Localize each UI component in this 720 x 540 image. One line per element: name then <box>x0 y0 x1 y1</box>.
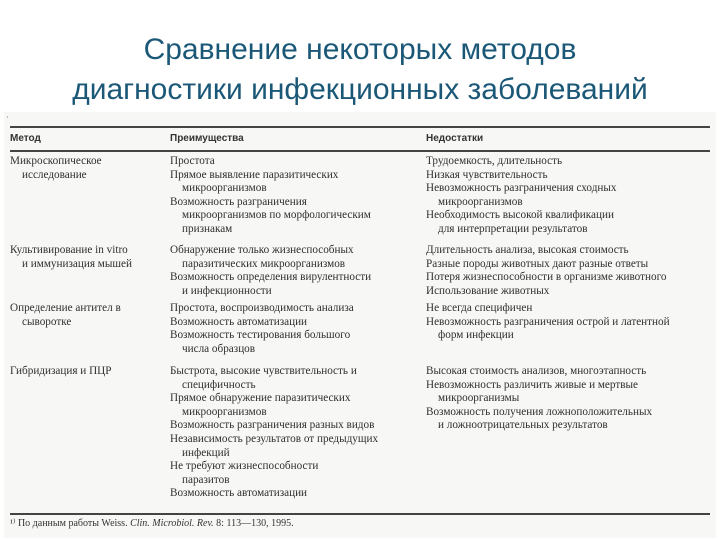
scanned-table-image: · Метод Преимущества Недостатки Микроскопическое исследование Простота Прямое выявление паразитических микроорганизмов Возможность разграничения микроорганизмов по морфологическим признакам Трудоемкость, длительность Низкая чувствительность Невозможность разграничения сходных микроорганизмов Необходимость высокой квалификации для интерпретации результатов Культивирование in vitro и иммунизация мышей Обнаружение только жизнеспособных паразитических микроорганизмов Возможность определения вирулентности и инфекционности Длительность анализа, высокая стоимость Разные породы животных дают разные ответы Потеря жизнеспособности в организме животного Использование животных Определение антител в сыворотке Простота, воспроизводимость анализа Возможность автоматизации Возможность тестирования большого числа образцов Не всегда специфичен Невозможность разграничения острой и латентной форм инфекции Гибридизация и ПЦР Быстрота, высокие чувствительность и специфичность Прямое обнаружение паразитических микроорганизмов Возможность разграничения разных видов Независимость результатов от предыдущих инфекций Не требуют жизнеспособности паразитов Возможность автоматизации Высокая стоимость анализов, многоэтапность Невозможность различить живые и мертвые микроорганизмы Возможность получения ложноположительных и ложноотрицательных результатов ¹⁾ По данным работы Weiss. Clin. Microbiol. Rev. 8: 113—130, 1995. <box>4 112 716 538</box>
table-cell-line: Культивирование in vitro <box>10 244 128 256</box>
table-cell-line: Возможность разграничения разных видов <box>170 419 375 432</box>
table-footnote <box>10 518 294 529</box>
table-cell-line: паразитических микроорганизмов <box>182 257 346 270</box>
table-bottom-rule <box>10 513 710 515</box>
table-cell-line: Низкая чувствительность <box>426 168 548 181</box>
table-cell-line: Возможность получения ложноположительных <box>426 405 653 418</box>
disadvantages-cell <box>426 302 670 343</box>
table-cell-line: Гибридизация и ПЦР <box>10 365 112 377</box>
table-cell-line: Невозможность разграничения сходных <box>426 182 617 195</box>
table-cell-line: Прямое обнаружение паразитических <box>170 392 351 405</box>
table-cell-line: Микроскопическое <box>10 155 102 167</box>
disadvantages-cell <box>426 365 652 433</box>
table-cell-line: паразитов <box>182 473 230 486</box>
slide-title <box>0 30 720 110</box>
table-cell-line: Трудоемкость, длительность <box>426 155 563 167</box>
table-cell-line: микроорганизмы <box>438 392 520 405</box>
table-cell-line: числа образцов <box>182 342 256 355</box>
method-cell <box>10 244 132 271</box>
table-cell-line: Обнаружение только жизнеспособных <box>170 244 354 256</box>
table-cell-line: Потеря жизнеспособности в организме животного <box>426 271 667 284</box>
table-cell-line: Невозможность различить живые и мертвые <box>426 378 638 391</box>
table-cell-line: Возможность определения вирулентности <box>170 271 372 284</box>
table-cell-line: признакам <box>182 222 233 235</box>
table-cell-line: Независимость результатов от предыдущих <box>170 432 379 445</box>
header-advantages: Преимущества <box>170 133 244 144</box>
table-cell-line: для интерпретации результатов <box>438 222 588 235</box>
header-method: Метод <box>10 133 41 144</box>
table-cell-line: Простота, воспроизводимость анализа <box>170 302 354 314</box>
table-cell-line: Возможность разграничения <box>170 195 307 208</box>
table-cell-line: специфичность <box>182 378 256 391</box>
table-cell-line: и инфекционности <box>182 284 272 297</box>
header-disadvantages: Недостатки <box>426 133 484 144</box>
table-cell-line: микроорганизмов <box>438 195 523 208</box>
table-cell-line: Не требуют жизнеспособности <box>170 460 319 473</box>
advantages-cell <box>170 244 371 298</box>
method-cell <box>10 155 102 182</box>
footnote-journal: Clin. Microbiol. Rev. <box>130 518 214 529</box>
table-cell-line: микроорганизмов <box>182 182 267 195</box>
disadvantages-cell <box>426 155 617 237</box>
table-cell-line: Простота <box>170 155 215 167</box>
table-top-rule <box>10 126 710 128</box>
table-cell-line: инфекций <box>182 446 230 459</box>
table-header-rule <box>10 150 710 152</box>
table-cell-line: Разные породы животных дают разные ответы <box>426 257 649 270</box>
disadvantages-cell <box>426 244 667 298</box>
table-cell-line: Использование животных <box>426 284 550 297</box>
table-cell-line: Определение антител в <box>10 302 121 314</box>
footnote-prefix: ¹⁾ По данным работы Weiss. <box>10 518 131 529</box>
advantages-cell <box>170 155 371 237</box>
table-cell-line: исследование <box>22 168 87 181</box>
table-cell-line: Не всегда специфичен <box>426 302 533 314</box>
table-cell-line: сыворотке <box>22 315 72 328</box>
table-cell-line: и ложноотрицательных результатов <box>438 419 608 432</box>
method-cell <box>10 302 121 329</box>
table-cell-line: Необходимость высокой квалификации <box>426 209 614 222</box>
title-line-2: диагностики инфекционных заболеваний <box>72 73 648 106</box>
table-cell-line: Возможность тестирования большого <box>170 329 351 342</box>
table-cell-line: микроорганизмов по морфологическим <box>182 209 371 222</box>
method-cell <box>10 365 111 379</box>
table-cell-line: Прямое выявление паразитических <box>170 168 339 181</box>
table-cell-line: Высокая стоимость анализов, многоэтапность <box>426 365 647 377</box>
advantages-cell <box>170 302 354 356</box>
table-cell-line: микроорганизмов <box>182 405 267 418</box>
table-cell-line: форм инфекции <box>438 329 514 342</box>
footnote-suffix: 8: 113—130, 1995. <box>213 518 294 529</box>
title-line-1: Сравнение некоторых методов <box>143 33 577 66</box>
advantages-cell <box>170 365 378 501</box>
table-cell-line: Длительность анализа, высокая стоимость <box>426 244 629 256</box>
table-cell-line: Быстрота, высокие чувствительность и <box>170 365 357 377</box>
table-cell-line: Возможность автоматизации <box>170 315 308 328</box>
table-cell-line: и иммунизация мышей <box>22 257 132 270</box>
table-cell-line: Невозможность разграничения острой и латентной <box>426 315 670 328</box>
table-cell-line: Возможность автоматизации <box>170 487 308 500</box>
